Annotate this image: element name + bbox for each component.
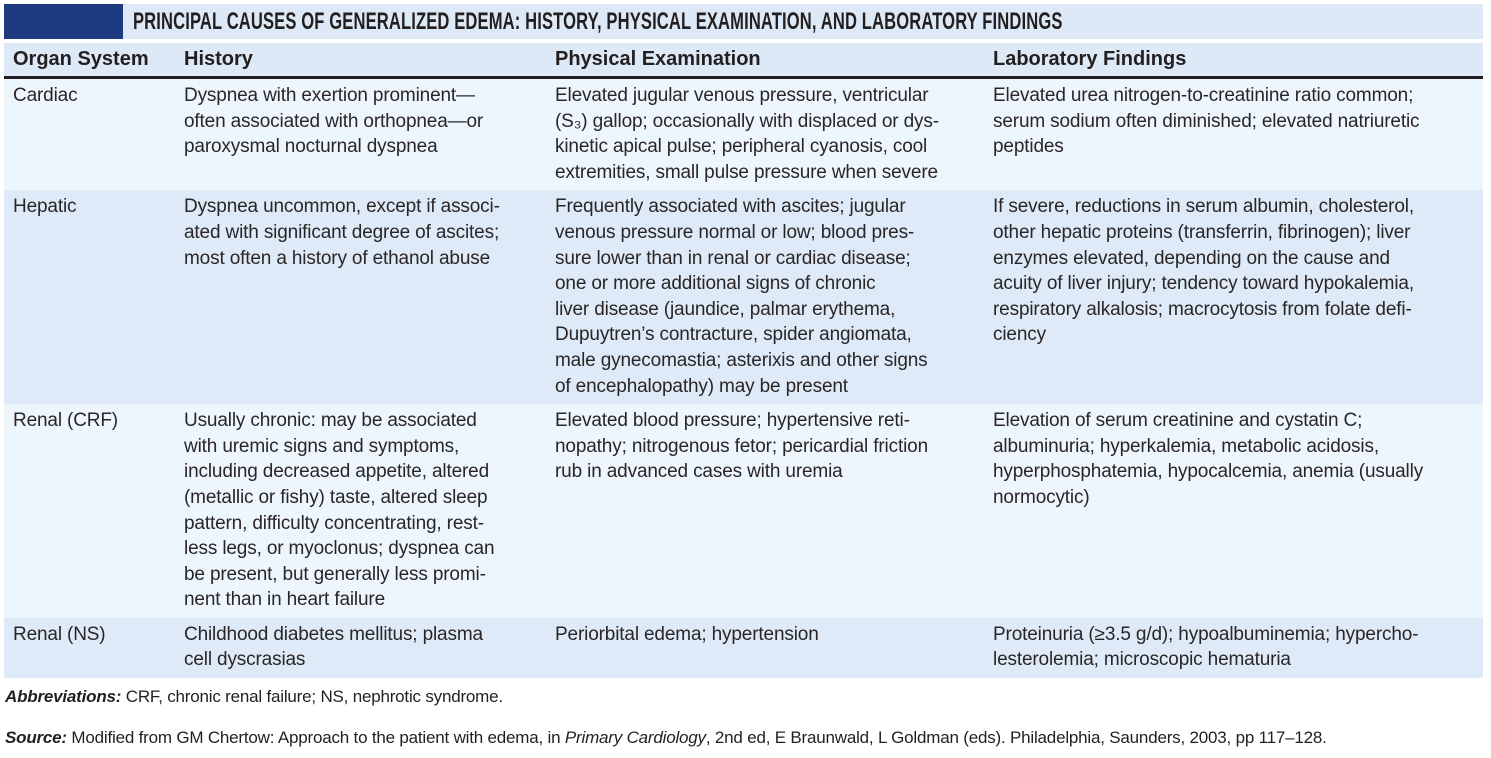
cell-text-line: venous pressure normal or low; blood pres-: [555, 221, 915, 243]
physical-examination-cell: [546, 83, 984, 185]
organ-system-cell: [4, 408, 175, 613]
cell-text-line: Hepatic: [13, 196, 77, 218]
organ-system-cell: [4, 194, 175, 399]
table-row: [4, 79, 1483, 190]
cell-text-line: Dyspnea uncommon, except if associ-: [184, 196, 500, 218]
cell-text-line: rub in advanced cases with uremia: [555, 461, 843, 483]
table-title-bar: [4, 4, 1483, 39]
abbreviations-footnote: [5, 686, 503, 708]
table-row: [4, 190, 1483, 404]
cell-text-line: be present, but generally less promi-: [184, 563, 486, 585]
cell-text-line: liver disease (jaundice, palmar erythema,: [555, 298, 896, 320]
cell-text-line: nopathy; nitrogenous fetor; pericardial friction: [555, 435, 929, 457]
cell-text-line: ated with significant degree of ascites;: [184, 221, 500, 243]
cell-text-line: hyperphosphatemia, hypocalcemia, anemia (usually: [993, 461, 1424, 483]
cell-text-line: Periorbital edema; hypertension: [555, 623, 819, 645]
laboratory-findings-cell: [984, 194, 1483, 399]
source-book-title: Primary Cardiology: [564, 728, 706, 747]
organ-system-cell: [4, 622, 175, 673]
cell-text-line: normocytic): [993, 486, 1090, 508]
table-row: [4, 404, 1483, 618]
cell-text-line: Elevated blood pressure; hypertensive reti-: [555, 410, 910, 432]
cell-text-line: Elevation of serum creatinine and cystatin C;: [993, 410, 1363, 432]
cell-text-line: Elevated urea nitrogen-to-creatinine ratio common;: [993, 85, 1414, 106]
cell-text-line: Elevated jugular venous pressure, ventricular: [555, 85, 929, 106]
cell-text-line: other hepatic proteins (transferrin, fibrinogen); liver: [993, 221, 1411, 243]
cell-text-line: nent than in heart failure: [184, 589, 386, 611]
cell-text-line: If severe, reductions in serum albumin, cholesterol,: [993, 196, 1414, 218]
column-header-physical-examination: Physical Examination: [555, 48, 761, 70]
cell-text-line: paroxysmal nocturnal dyspnea: [184, 136, 438, 158]
cell-text-line: kinetic apical pulse; peripheral cyanosis, cool: [555, 136, 928, 158]
cell-text-line: less legs, or myoclonus; dyspnea can: [184, 538, 495, 560]
physical-examination-cell: [546, 408, 984, 613]
organ-system-cell: [4, 83, 175, 185]
cell-text-line: Childhood diabetes mellitus; plasma: [184, 623, 483, 645]
history-cell: [175, 194, 546, 399]
cell-text-line: including decreased appetite, altered: [184, 461, 490, 483]
abbreviations-text: CRF, chronic renal failure; NS, nephrotic syndrome.: [121, 687, 503, 706]
history-cell: [175, 622, 546, 673]
cell-text-line: (metallic or fishy) taste, altered sleep: [184, 486, 488, 508]
cell-text-line: often associated with orthopnea—or: [184, 110, 484, 132]
cell-text-line: Dyspnea with exertion prominent—: [184, 85, 475, 106]
cell-text-line: albuminuria; hyperkalemia, metabolic acidosis,: [993, 435, 1379, 457]
source-text-part-2: , 2nd ed, E Braunwald, L Goldman (eds). Philadelphia, Saunders, 2003, pp 117–128.: [705, 728, 1327, 747]
cell-text-line: Renal (CRF): [13, 410, 118, 432]
laboratory-findings-cell: [984, 83, 1483, 185]
column-header-laboratory-findings: Laboratory Findings: [993, 48, 1187, 70]
table-title: PRINCIPAL CAUSES OF GENERALIZED EDEMA: HISTORY, PHYSICAL EXAMINATION, AND LABORATORY FINDINGS: [133, 8, 1063, 35]
cell-text-line: extremities, small pulse pressure when severe: [555, 161, 938, 183]
cell-text-line: Dupuytren’s contracture, spider angiomata,: [555, 324, 912, 346]
cell-text-line: most often a history of ethanol abuse: [184, 247, 491, 269]
cell-text-line: Cardiac: [13, 85, 78, 106]
cell-text-line: one or more additional signs of chronic: [555, 273, 876, 295]
cell-text-line: Proteinuria (≥3.5 g/d); hypoalbuminemia; hypercho-: [993, 623, 1419, 645]
cell-text-line: pattern, difficulty concentrating, rest-: [184, 512, 484, 534]
cell-text-line: of encephalopathy) may be present: [555, 375, 848, 397]
abbreviations-label: Abbreviations:: [5, 687, 122, 706]
cell-text-line: Renal (NS): [13, 623, 106, 645]
physical-examination-cell: [546, 194, 984, 399]
cell-text-line: Usually chronic: may be associated: [184, 410, 477, 432]
table-body: [4, 79, 1483, 678]
edema-causes-table: [4, 43, 1483, 678]
source-text-part-1: Modified from GM Chertow: Approach to the patient with edema, in: [66, 728, 565, 747]
cell-text-line: lesterolemia; microscopic hematuria: [993, 649, 1291, 671]
column-header-organ-system: Organ System: [13, 48, 149, 70]
history-cell: [175, 83, 546, 185]
column-header-history: History: [184, 48, 253, 70]
title-wrap: [123, 4, 1483, 39]
history-cell: [175, 408, 546, 613]
table-header-row: [4, 43, 1483, 79]
physical-examination-cell: [546, 622, 984, 673]
cell-text-line: Frequently associated with ascites; jugular: [555, 196, 906, 218]
cell-text-line: (S₃) gallop; occasionally with displaced or dys-: [555, 110, 939, 132]
title-color-block: [4, 4, 123, 39]
cell-text-line: peptides: [993, 136, 1064, 158]
cell-text-line: cell dyscrasias: [184, 649, 306, 671]
cell-text-line: acuity of liver injury; tendency toward hypokalemia,: [993, 273, 1414, 295]
cell-text-line: serum sodium often diminished; elevated natriuretic: [993, 110, 1420, 132]
source-footnote: [5, 727, 1327, 749]
source-label: Source:: [5, 728, 67, 747]
laboratory-findings-cell: [984, 622, 1483, 673]
laboratory-findings-cell: [984, 408, 1483, 613]
cell-text-line: respiratory alkalosis; macrocytosis from folate defi-: [993, 298, 1412, 320]
cell-text-line: with uremic signs and symptoms,: [184, 435, 460, 457]
cell-text-line: enzymes elevated, depending on the cause and: [993, 247, 1390, 269]
cell-text-line: sure lower than in renal or cardiac disease;: [555, 247, 911, 269]
cell-text-line: ciency: [993, 324, 1046, 346]
table-row: [4, 618, 1483, 678]
cell-text-line: male gynecomastia; asterixis and other signs: [555, 349, 928, 371]
